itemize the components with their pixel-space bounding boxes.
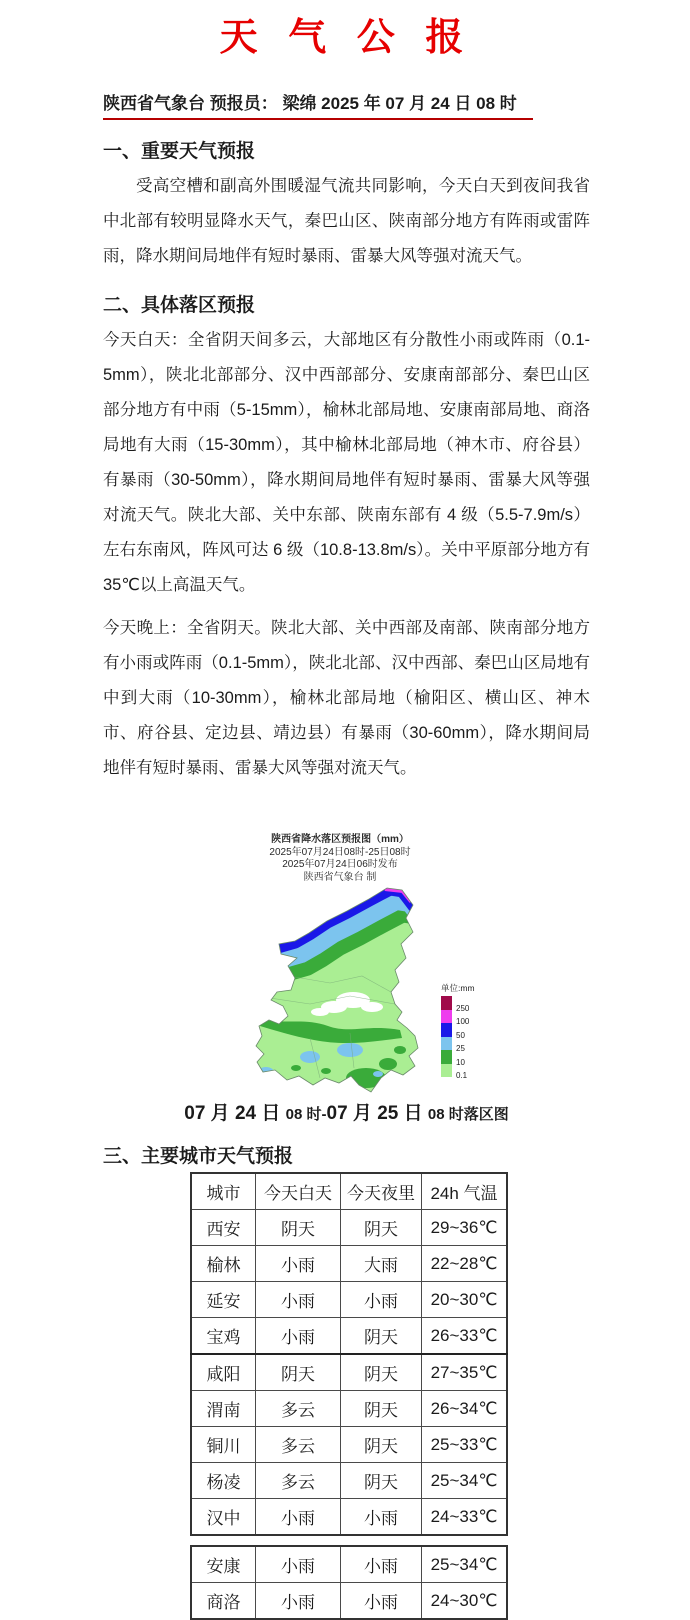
weather-cell: 小雨: [341, 1282, 422, 1318]
map-legend: [441, 982, 501, 1080]
table-row: [191, 1427, 507, 1463]
column-header: 24h 气温: [422, 1173, 508, 1210]
map-title: 陕西省降水落区预报图（mm）: [271, 834, 409, 845]
city-cell: 渭南: [191, 1391, 256, 1427]
table-row: [191, 1246, 507, 1282]
city-cell: 汉中: [191, 1499, 256, 1536]
city-forecast-table: [190, 1172, 508, 1536]
temperature-cell: 25~34℃: [422, 1546, 508, 1583]
caption-date-end: 07 月 25 日: [326, 1103, 428, 1124]
temperature-cell: 20~30℃: [422, 1282, 508, 1318]
table-row: [191, 1583, 507, 1620]
weather-cell: 小雨: [256, 1282, 341, 1318]
weather-cell: 小雨: [341, 1499, 422, 1536]
city-cell: 宝鸡: [191, 1318, 256, 1355]
map-author: 陕西省气象台 制: [303, 871, 377, 883]
city-cell: 铜川: [191, 1427, 256, 1463]
night-forecast-paragraph: 今天晚上：全省阴天。陕北大部、关中西部及南部、陕南部分地方有小雨或阵雨（0.1-5mm），陕北北部、汉中西部、秦巴山区局地有中到大雨（10-30mm），榆林北部局地（榆阳区、横山区、神木市、府谷县、定边县、靖边县）有暴雨（30-60mm），降水期间局地伴有短时暴雨、雷暴大风等强对流天气。: [103, 619, 590, 777]
legend-value: 250: [456, 1003, 470, 1013]
temperature-cell: 29~36℃: [422, 1210, 508, 1246]
weather-bulletin-document: [0, 6, 690, 1620]
weather-cell: 小雨: [256, 1546, 341, 1583]
weather-cell: 阴天: [341, 1463, 422, 1499]
daytime-forecast-paragraph: 今天白天：全省阴天间多云，大部地区有分散性小雨或阵雨（0.1-5mm），陕北北部部分、汉中西部部分、安康南部部分、秦巴山区部分地方有中雨（5-15mm），榆林北部局地、安康南部局地、商洛局地有大雨（15-30mm），其中榆林北部局地（神木市、府谷县）有暴雨（30-50mm），降水期间局地伴有短时暴雨、雷暴大风等强对流天气。陕北大部、关中东部、陕南东部有 4 级（5.5-7.9m/s）左右东南风，阵风可达 6 级（10.8-13.8m/s）。关中平原部分地方有 35℃以上高温天气。: [103, 331, 590, 594]
legend-swatch: [441, 1064, 452, 1078]
table-row: [191, 1354, 507, 1391]
table-row: [191, 1546, 507, 1583]
temperature-cell: 24~30℃: [422, 1583, 508, 1620]
caption-hour-end: 08 时落区图: [427, 1106, 509, 1123]
city-cell: 安康: [191, 1546, 256, 1583]
page-title: 天 气 公 报: [219, 17, 474, 59]
temperature-cell: 26~33℃: [422, 1318, 508, 1355]
city-cell: 咸阳: [191, 1354, 256, 1391]
rain-spot-green: [379, 1058, 397, 1070]
rain-spot-blue: [300, 1051, 320, 1063]
rain-spot-blue: [373, 1071, 383, 1077]
caption-date-start: 07 月 24 日: [184, 1103, 286, 1124]
section-1-heading: 一、重要天气预报: [103, 141, 256, 162]
section-2-heading: 二、具体落区预报: [103, 295, 256, 316]
city-cell: 延安: [191, 1282, 256, 1318]
table-row: [191, 1318, 507, 1355]
legend-item: [441, 1010, 501, 1024]
city-cell: 榆林: [191, 1246, 256, 1282]
no-rain-patch: [361, 1002, 383, 1012]
temperature-cell: 24~33℃: [422, 1499, 508, 1536]
legend-item: [441, 996, 501, 1013]
legend-item: [441, 1023, 501, 1040]
weather-cell: 多云: [256, 1391, 341, 1427]
rain-spot-blue: [337, 1043, 363, 1057]
table-row: [191, 1391, 507, 1427]
weather-cell: 小雨: [256, 1318, 341, 1355]
caption-hour-start: 08 时-: [285, 1106, 327, 1123]
weather-cell: 大雨: [341, 1246, 422, 1282]
legend-value: 25: [456, 1044, 465, 1053]
temperature-cell: 22~28℃: [422, 1246, 508, 1282]
column-header: 今天白天: [256, 1173, 341, 1210]
legend-swatch: [441, 996, 452, 1010]
shaanxi-precipitation-map: [250, 878, 422, 1094]
legend-item: [441, 1050, 501, 1067]
map-issue-time: 2025年07月24日06时发布: [282, 859, 398, 870]
weather-cell: 多云: [256, 1427, 341, 1463]
table-row: [191, 1282, 507, 1318]
weather-cell: 多云: [256, 1463, 341, 1499]
city-cell: 西安: [191, 1210, 256, 1246]
table-row: [191, 1463, 507, 1499]
city-forecast-table-continued: [190, 1545, 508, 1620]
rain-spot-green: [291, 1065, 301, 1071]
legend-value: 50: [456, 1030, 465, 1040]
weather-cell: 小雨: [256, 1499, 341, 1536]
weather-cell: 阴天: [341, 1391, 422, 1427]
legend-scale: [441, 996, 501, 1080]
weather-cell: 阴天: [256, 1354, 341, 1391]
legend-value: 10: [456, 1057, 465, 1067]
precipitation-map-figure: [103, 798, 590, 1096]
section-1-paragraph: 受高空槽和副高外围暖湿气流共同影响，今天白天到夜间我省中北部有较明显降水天气，秦巴山区、陕南部分地方有阵雨或雷阵雨，降水期间局地伴有短时暴雨、雷暴大风等强对流天气。: [103, 177, 590, 265]
city-cell: 商洛: [191, 1583, 256, 1620]
rain-spot-blue: [258, 1067, 274, 1077]
legend-value: 100: [456, 1017, 470, 1026]
legend-swatch: [441, 1023, 452, 1037]
legend-swatch: [441, 1010, 452, 1024]
rain-spot-green: [321, 1068, 331, 1074]
city-cell: 杨凌: [191, 1463, 256, 1499]
weather-cell: 阴天: [341, 1210, 422, 1246]
legend-value: 0.1: [456, 1071, 468, 1080]
table-header-row: [191, 1173, 507, 1210]
weather-cell: 小雨: [256, 1583, 341, 1620]
legend-swatch: [441, 1037, 452, 1051]
section-3-heading: 三、主要城市天气预报: [103, 1146, 294, 1167]
no-rain-patch: [311, 1008, 329, 1016]
temperature-cell: 26~34℃: [422, 1391, 508, 1427]
legend-unit-label: 单位:mm: [441, 983, 475, 993]
weather-cell: 阴天: [341, 1427, 422, 1463]
map-valid-period: 2025年07月24日08时-25日08时: [269, 846, 411, 858]
weather-cell: 阴天: [256, 1210, 341, 1246]
temperature-cell: 25~34℃: [422, 1463, 508, 1499]
table-row: [191, 1499, 507, 1536]
weather-cell: 小雨: [341, 1546, 422, 1583]
legend-item: [441, 1037, 501, 1051]
meta-line: 陕西省气象台 预报员： 梁绵 2025 年 07 月 24 日 08 时: [103, 89, 533, 120]
weather-cell: 小雨: [341, 1583, 422, 1620]
legend-swatch: [441, 1050, 452, 1064]
table-row: [191, 1210, 507, 1246]
rain-spot-green: [346, 1068, 386, 1088]
weather-cell: 小雨: [256, 1246, 341, 1282]
temperature-cell: 27~35℃: [422, 1354, 508, 1391]
map-title-block: [190, 834, 490, 884]
rain-spot-green: [394, 1046, 406, 1054]
weather-cell: 阴天: [341, 1318, 422, 1355]
map-caption: [103, 1098, 590, 1125]
weather-cell: 阴天: [341, 1354, 422, 1391]
column-header: 城市: [191, 1173, 256, 1210]
column-header: 今天夜里: [341, 1173, 422, 1210]
temperature-cell: 25~33℃: [422, 1427, 508, 1463]
legend-item: [441, 1064, 501, 1078]
